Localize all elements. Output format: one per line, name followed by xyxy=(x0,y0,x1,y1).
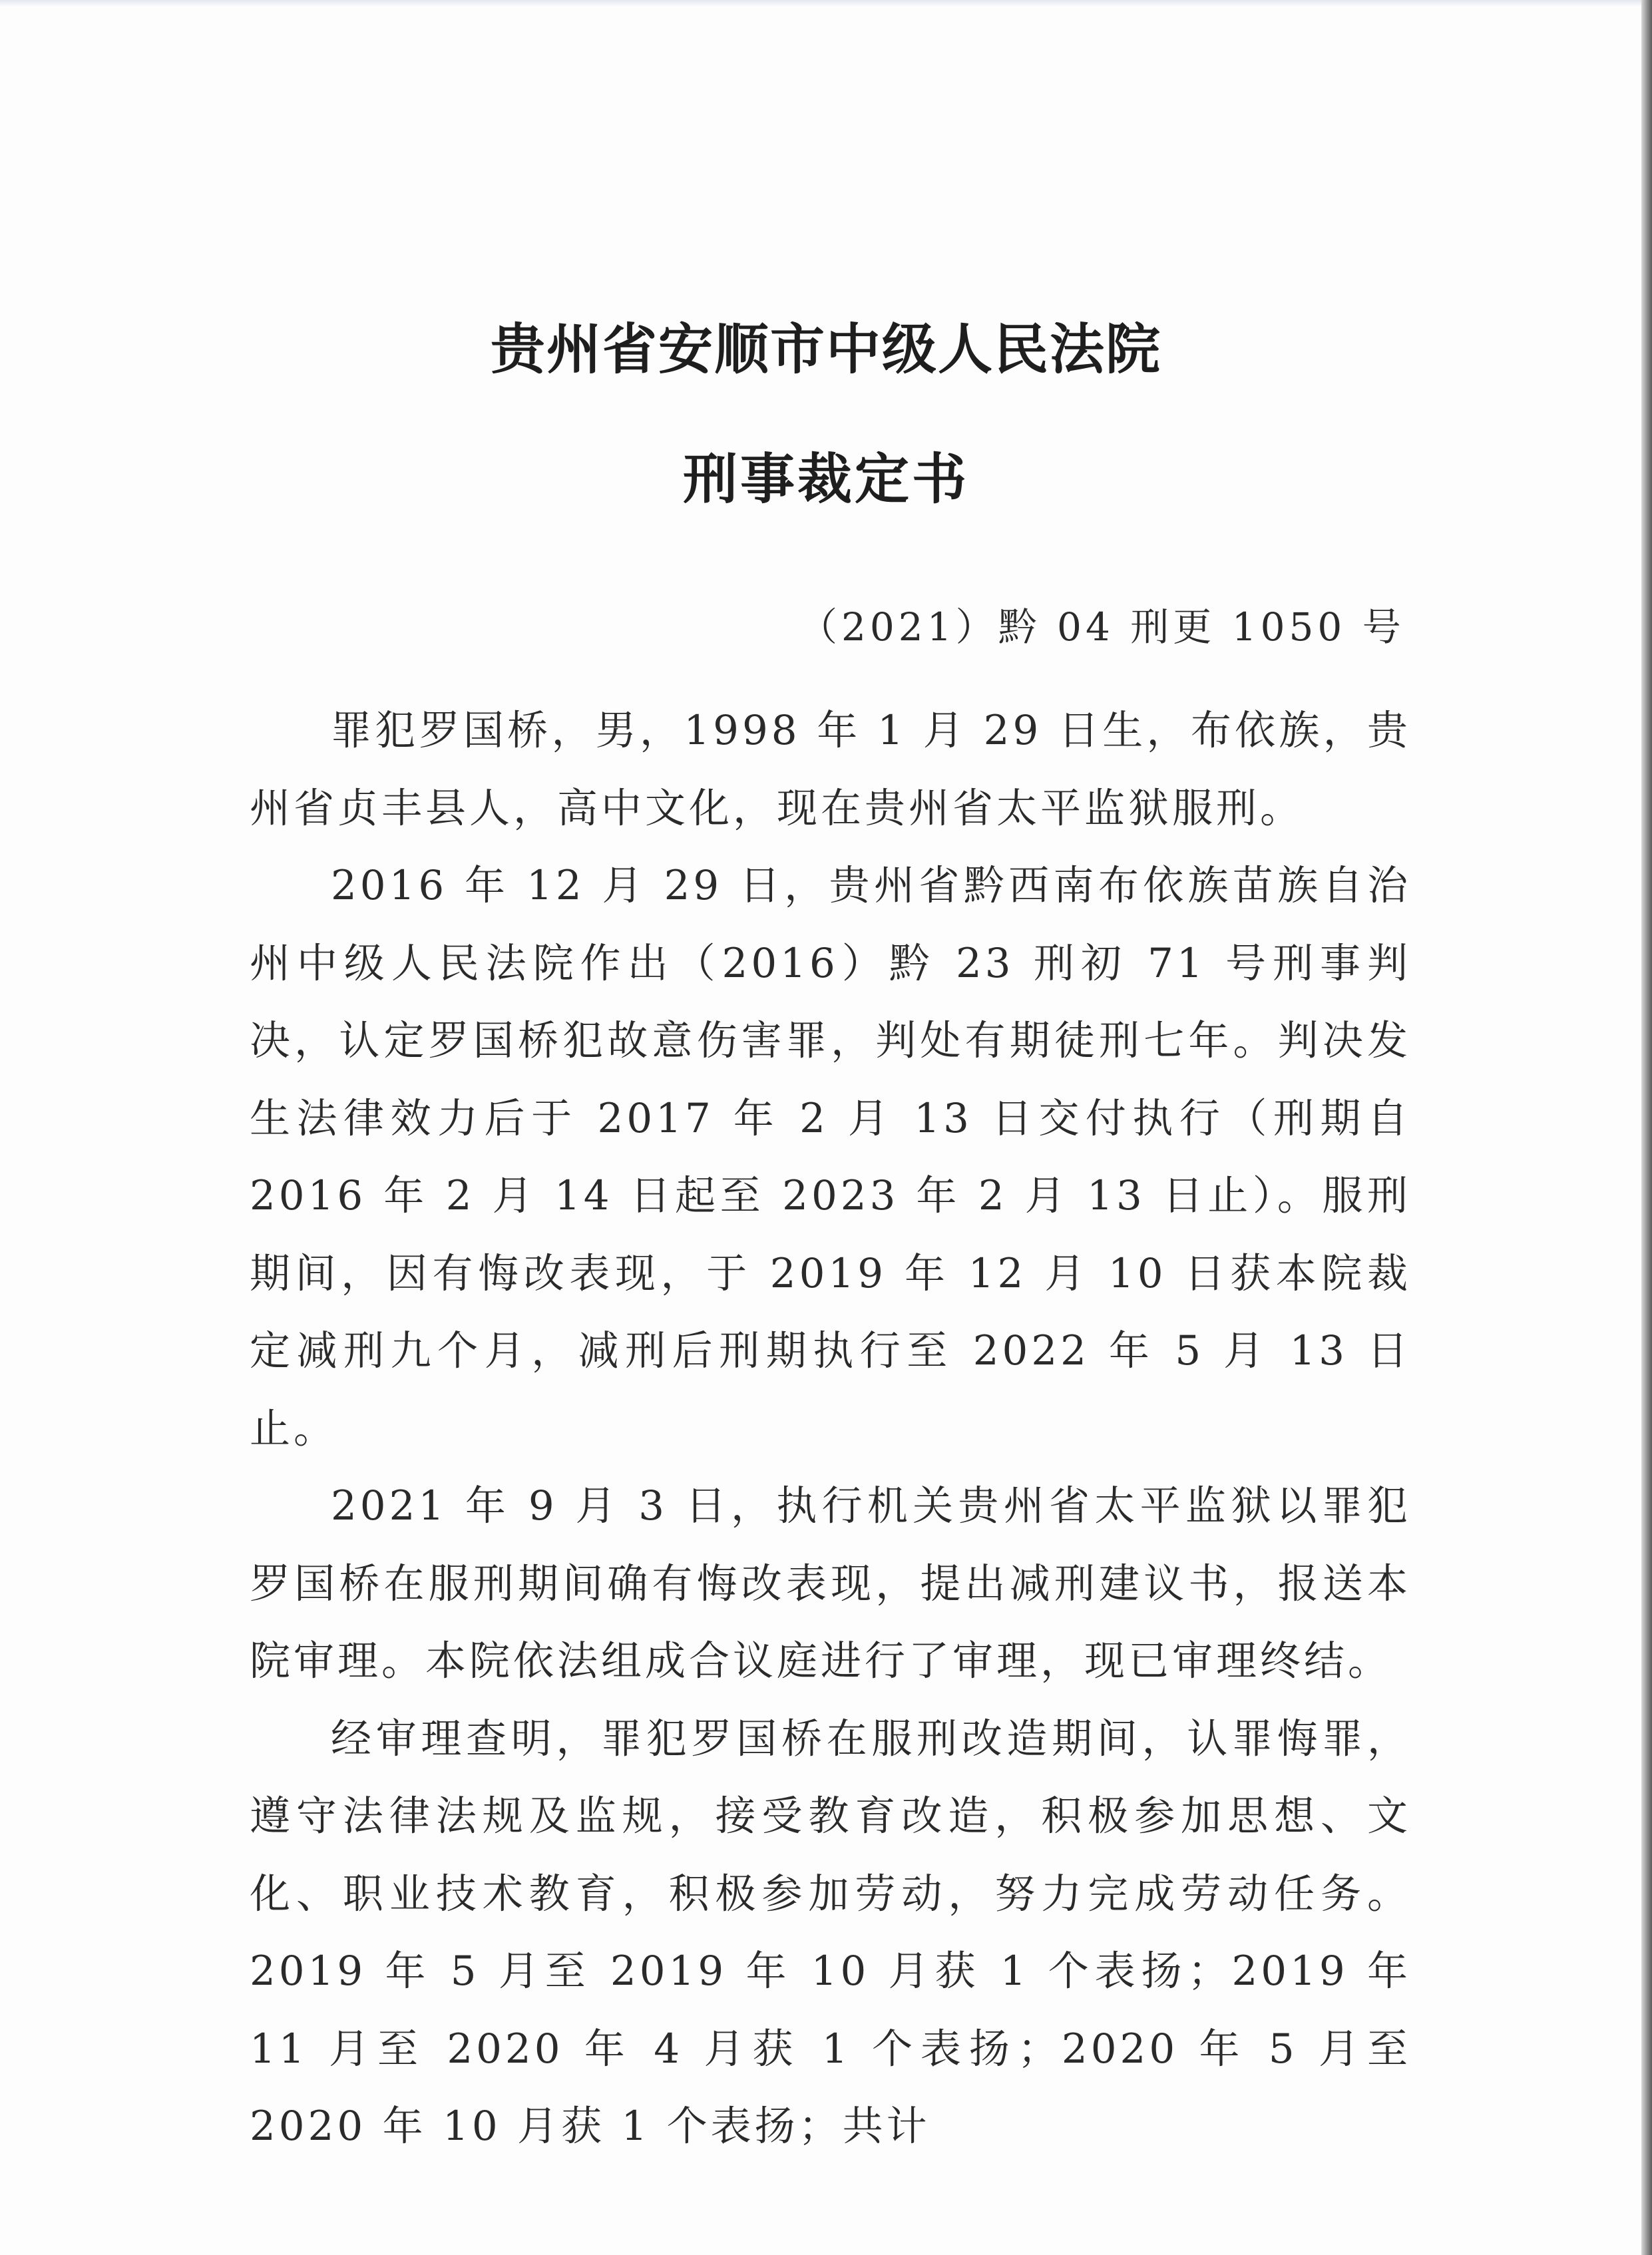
paragraph-commutation-proposal: 2021 年 9 月 3 日，执行机关贵州省太平监狱以罪犯罗国桥在服刑期间确有悔改表现，提出减刑建议书，报送本院审理。本院依法组成合议庭进行了审理，现已审理终结。 xyxy=(250,1482,1411,1685)
paragraph-findings: 经审理查明，罪犯罗国桥在服刑改造期间，认罪悔罪，遵守法律法规及监规，接受教育改造，积极参加思想、文化、职业技术教育，积极参加劳动，努力完成劳动任务。2019 年 5 月至 2019 年 10 月获 1 个表扬；2019 年 11 月至 2020 年 4 月获 1 个表扬；2020 年 5 月至 2020 年 10 月获 1 个表扬；共计 xyxy=(250,1715,1411,2150)
paragraph-original-judgment: 2016 年 12 月 29 日，贵州省黔西南布依族苗族自治州中级人民法院作出（2016）黔 23 刑初 71 号刑事判决，认定罗国桥犯故意伤害罪，判处有期徒刑七年。判决发生法律效力后于 2017 年 2 月 13 日交付执行（刑期自 2016 年 2 月 14 日起至 2023 年 2 月 13 日止）。服刑期间，因有悔改表现，于 2019 年 12 月 10 日获本院裁定减刑九个月，减刑后刑期执行至 2022 年 5 月 13 日止。 xyxy=(250,862,1411,1452)
document-title: 刑事裁定书 xyxy=(682,448,969,511)
scan-top-shadow xyxy=(0,0,1652,7)
paragraph-defendant-info: 罪犯罗国桥，男，1998 年 1 月 29 日生，布依族，贵州省贞丰县人，高中文化，现在贵州省太平监狱服刑。 xyxy=(250,707,1411,832)
case-number: （2021）黔 04 刑更 1050 号 xyxy=(799,604,1405,650)
document-body xyxy=(250,692,1411,2166)
court-name: 贵州省安顺市中级人民法院 xyxy=(490,318,1161,381)
